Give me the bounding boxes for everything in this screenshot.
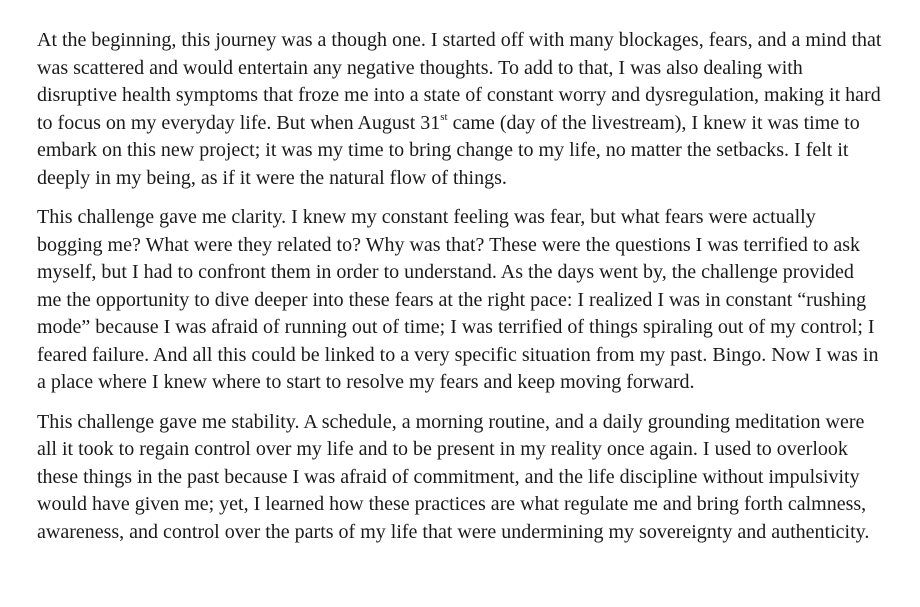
document-body [37,27,883,546]
ordinal-superscript: st [440,110,448,123]
paragraph-beginning-text-start: At the beginning, this journey was a though one. I started off with many blockages, fears, and a mind that was scattered and would entertain any negative thoughts. To add to that, I was also dealing with disruptive health symptoms that froze me into a state of constant worry and dysregulation, making it hard to focus on my everyday life. But when August 31 [37,29,882,134]
paragraph-stability: This challenge gave me stability. A schedule, a morning routine, and a daily grounding meditation were all it took to regain control over my life and to be present in my reality once again. I used to overlook these things in the past because I was afraid of commitment, and the life discipline without impulsivity would have given me; yet, I learned how these practices are what regulate me and bring forth calmness, awareness, and control over the parts of my life that were undermining my sovereignty and authenticity. [37,410,870,543]
paragraph-beginning [37,27,883,192]
paragraph-beginning-text-end: came (day of the livestream), I knew it was time to embark on this new project; it was my time to bring change to my life, no matter the setbacks. I felt it deeply in my being, as if it were the natural flow of things. [37,111,860,189]
paragraph-clarity: This challenge gave me clarity. I knew my constant feeling was fear, but what fears were actually bogging me? What were they related to? Why was that? These were the questions I was terrified to ask myself, but I had to confront them in order to understand. As the days went by, the challenge provided me the opportunity to dive deeper into these fears at the right pace: I realized I was in constant “rushing mode” because I was afraid of running out of time; I was terrified of things spiraling out of my control; I feared failure. And all this could be linked to a very specific situation from my past. Bingo. Now I was in a place where I knew where to start to resolve my fears and keep moving forward. [37,206,879,393]
